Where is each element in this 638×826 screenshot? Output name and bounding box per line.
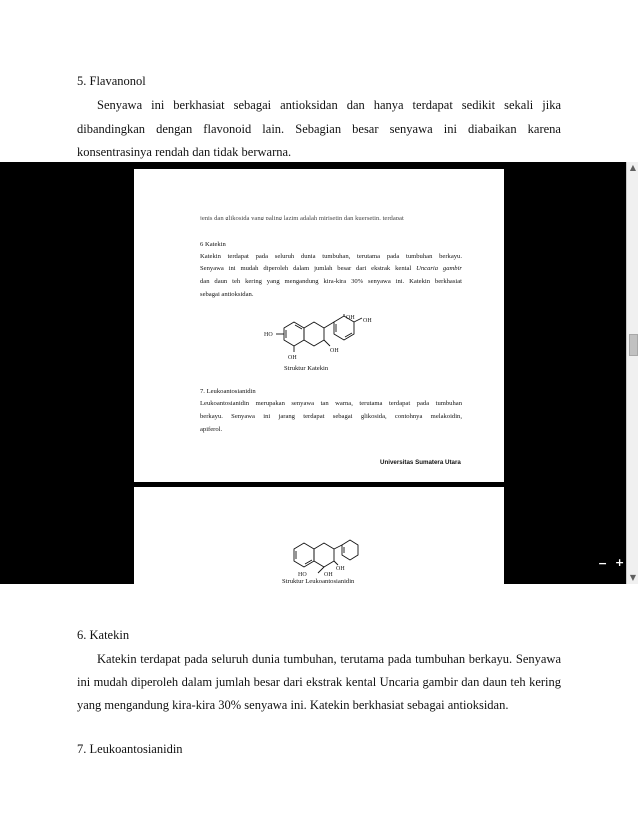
zoom-in-button[interactable]: + xyxy=(615,556,625,569)
catechin-caption: Struktur Katekin xyxy=(284,365,329,372)
page1-leuko-line-2: berkayu. Senyawa ini jarang terdapat sebagai glikosida, contohnya melakoidin, xyxy=(200,413,462,420)
leukoantosianidin-structure-diagram xyxy=(284,537,384,577)
section-5-line-3: konsentrasinya rendah dan tidak berwarna. xyxy=(77,145,292,159)
zoom-out-button[interactable]: − xyxy=(598,557,608,570)
section-6-line-3: yang mengandung kira-kira 30% senyawa ini. Katekin berkhasiat sebagai antioksidan. xyxy=(77,698,509,712)
viewer-page-2 xyxy=(134,487,504,584)
scroll-down-icon[interactable]: ▼ xyxy=(629,573,637,582)
catechin-label-oh-top: OH xyxy=(346,315,355,321)
section-5-line-2: dibandingkan dengan flavonoid lain. Sebagian besar senyawa ini diabaikan karena xyxy=(77,122,561,136)
viewer-page-1 xyxy=(134,169,504,482)
leuko-label-oh-2: OH xyxy=(324,572,333,577)
leukoantosianidin-caption: Struktur Leukoantosianidin xyxy=(282,578,355,584)
section-6-title: 6. Katekin xyxy=(77,628,130,642)
page1-cut-line: jenis dan glikosida yang paling lazim adalah mirisetin dan kuersetin. terdapat xyxy=(200,215,404,220)
scroll-up-icon[interactable]: ▲ xyxy=(629,163,637,172)
page1-leuko-line-1: Leukoantosianidin merupakan senyawa tan warna, terutama terdapat pada tumbuhan xyxy=(200,400,462,407)
leuko-label-oh-1: OH xyxy=(336,566,345,572)
catechin-label-oh-3: OH xyxy=(330,348,339,354)
catechin-label-oh-bottom: OH xyxy=(288,355,297,361)
catechin-label-ho: HO xyxy=(264,332,273,338)
section-7-title: 7. Leukoantosianidin xyxy=(77,742,183,756)
page1-heading-katekin: 6 Katekin xyxy=(200,241,226,248)
leuko-label-ho: HO xyxy=(298,572,307,577)
section-5-line-1: Senyawa ini berkhasiat sebagai antioksidan dan hanya terdapat sedikit sekali jika xyxy=(97,98,561,112)
page1-leuko-line-3: apiferol. xyxy=(200,426,223,433)
catechin-label-oh-right: OH xyxy=(363,318,372,324)
page1-katekin-line-3: dan daun teh kering yang mengandung kira-kira 30% senyawa ini. Katekin berkhasiat xyxy=(200,278,462,285)
section-6-line-2: ini mudah diperoleh dalam jumlah besar dari ekstrak kental Uncaria gambir dan daun teh kering xyxy=(77,675,561,689)
catechin-structure-diagram xyxy=(264,314,384,362)
viewer-scrollbar[interactable] xyxy=(626,162,638,584)
section-6-line-1: Katekin terdapat pada seluruh dunia tumbuhan, terutama pada tumbuhan berkayu. Senyawa xyxy=(97,652,561,666)
page1-footer: Universitas Sumatera Utara xyxy=(380,459,461,466)
page1-katekin-line-1: Katekin terdapat pada seluruh dunia tumbuhan, terutama pada tumbuhan berkayu. xyxy=(200,253,462,260)
page1-heading-leukoantosianidin: 7. Leukoantosianidin xyxy=(200,388,256,395)
section-5-title: 5. Flavanonol xyxy=(77,74,146,88)
page1-katekin-line-2: Senyawa ini mudah diperoleh dalam jumlah besar dari ekstrak kental Uncaria gambir xyxy=(200,265,462,272)
page1-katekin-line-4: sebagai antioksidan. xyxy=(200,291,254,298)
scrollbar-thumb[interactable] xyxy=(629,334,638,356)
